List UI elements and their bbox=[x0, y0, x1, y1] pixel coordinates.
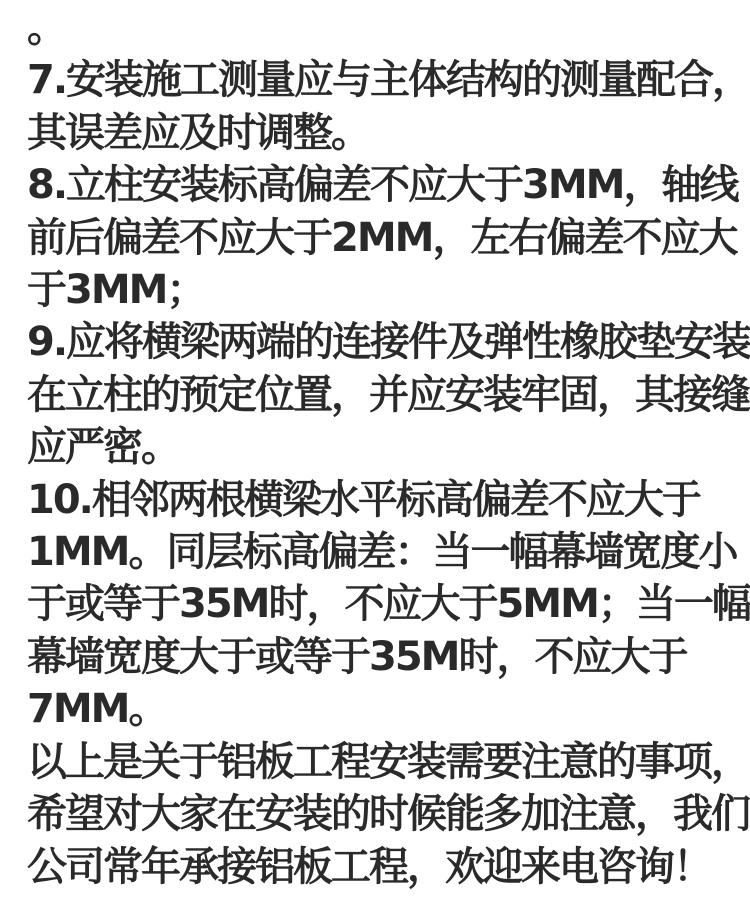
text-line-item10-5: 7MM。 bbox=[27, 686, 167, 733]
text-line-item8-2: 前后偏差不应大于2MM，左右偏差不应大 bbox=[27, 214, 737, 261]
text-line-item7-2: 其误差应及时调整。 bbox=[27, 109, 369, 156]
text-line-closing-3: 公司常年承接铝板工程，欢迎来电咨询！ bbox=[27, 843, 711, 890]
text-line-closing-1: 以上是关于铝板工程安装需要注意的事项， bbox=[27, 738, 749, 785]
text-line-item9-1: 9.应将横梁两端的连接件及弹性橡胶垫安装 bbox=[27, 319, 750, 366]
text-line-sentence-end: 。 bbox=[27, 5, 65, 51]
text-line-item9-2: 在立柱的预定位置，并应安装牢固，其接缝 bbox=[27, 371, 749, 418]
text-line-item10-2: 1MM。同层标高偏差：当一幅幕墙宽度小 bbox=[27, 529, 737, 576]
text-line-item10-4: 幕墙宽度大于或等于35M时，不应大于 bbox=[27, 633, 687, 680]
text-line-item9-3: 应严密。 bbox=[27, 424, 179, 471]
text-line-item10-3: 于或等于35M时，不应大于5MM；当一幅 bbox=[27, 581, 750, 628]
text-line-item8-1: 8.立柱安装标高偏差不应大于3MM，轴线 bbox=[27, 162, 738, 209]
text-line-item8-3: 于3MM； bbox=[27, 267, 205, 314]
text-line-item10-1: 10.相邻两根横梁水平标高偏差不应大于 bbox=[27, 476, 700, 523]
text-line-item7-1: 7.安装施工测量应与主体结构的测量配合， bbox=[27, 57, 750, 104]
text-line-closing-2: 希望对大家在安装的时候能多加注意，我们 bbox=[27, 791, 749, 838]
